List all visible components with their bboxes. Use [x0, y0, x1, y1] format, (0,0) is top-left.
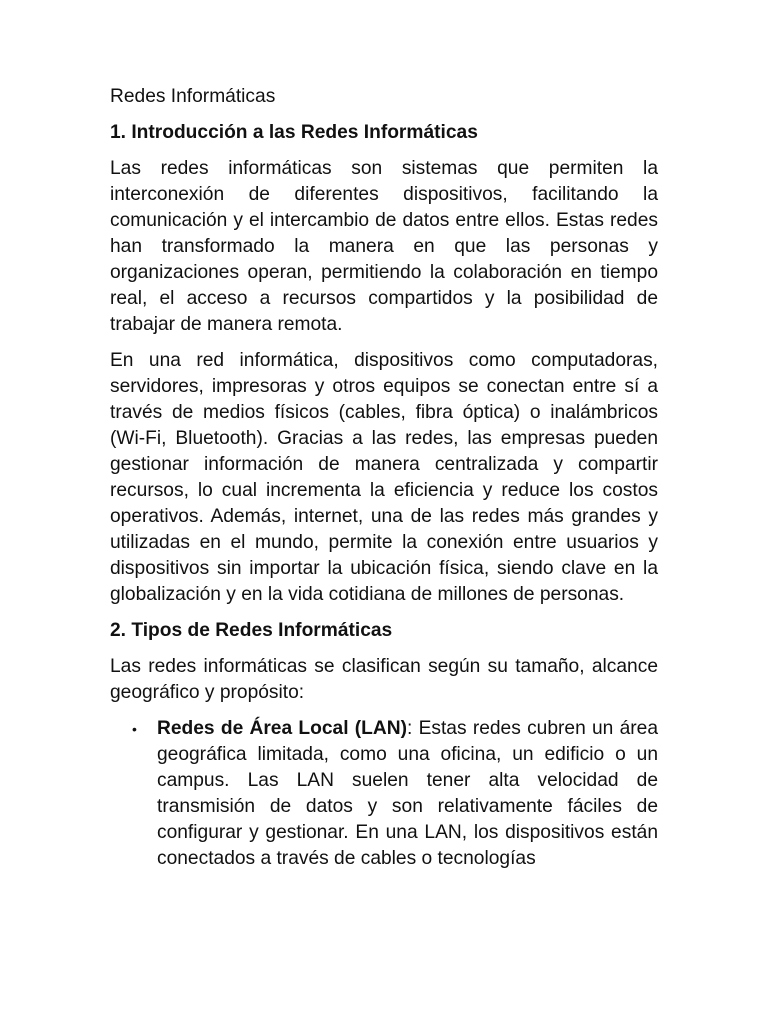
document-title: Redes Informáticas [110, 86, 276, 107]
network-types-list [110, 716, 658, 872]
document-page [110, 84, 658, 872]
section-heading-network-types: 2. Tipos de Redes Informáticas [110, 620, 393, 641]
paragraph: Las redes informáticas se clasifican según su tamaño, alcance geográfico y propósito: [110, 656, 658, 703]
list-item-text: : Estas redes cubren un área geográfica limitada, como una oficina, un edificio o un campus. Las LAN suelen tener alta velocidad de transmisión de datos y son relativamente fáciles de configurar y gestionar. En una LAN, los dispositivos están conectados a través de cables o tecnologías [157, 718, 658, 869]
section-heading-introduction: 1. Introducción a las Redes Informáticas [110, 122, 478, 143]
paragraph: Las redes informáticas son sistemas que permiten la interconexión de diferentes dispositivos, facilitando la comunicación y el intercambio de datos entre ellos. Estas redes han transformado la manera en que las personas y organizaciones operan, permitiendo la colaboración en tiempo real, el acceso a recursos compartidos y la posibilidad de trabajar de manera remota. [110, 158, 658, 335]
bullet-icon: • [132, 721, 137, 737]
list-item-term: Redes de Área Local (LAN) [157, 718, 407, 739]
list-item [132, 716, 658, 872]
paragraph: En una red informática, dispositivos como computadoras, servidores, impresoras y otros equipos se conectan entre sí a través de medios físicos (cables, fibra óptica) o inalámbricos (Wi-Fi, Bluetooth). Gracias a las redes, las empresas pueden gestionar información de manera centralizada y compartir recursos, lo cual incrementa la eficiencia y reduce los costos operativos. Además, internet, una de las redes más grandes y utilizadas en el mundo, permite la conexión entre usuarios y dispositivos sin importar la ubicación física, siendo clave en la globalización y en la vida cotidiana de millones de personas. [110, 350, 658, 605]
